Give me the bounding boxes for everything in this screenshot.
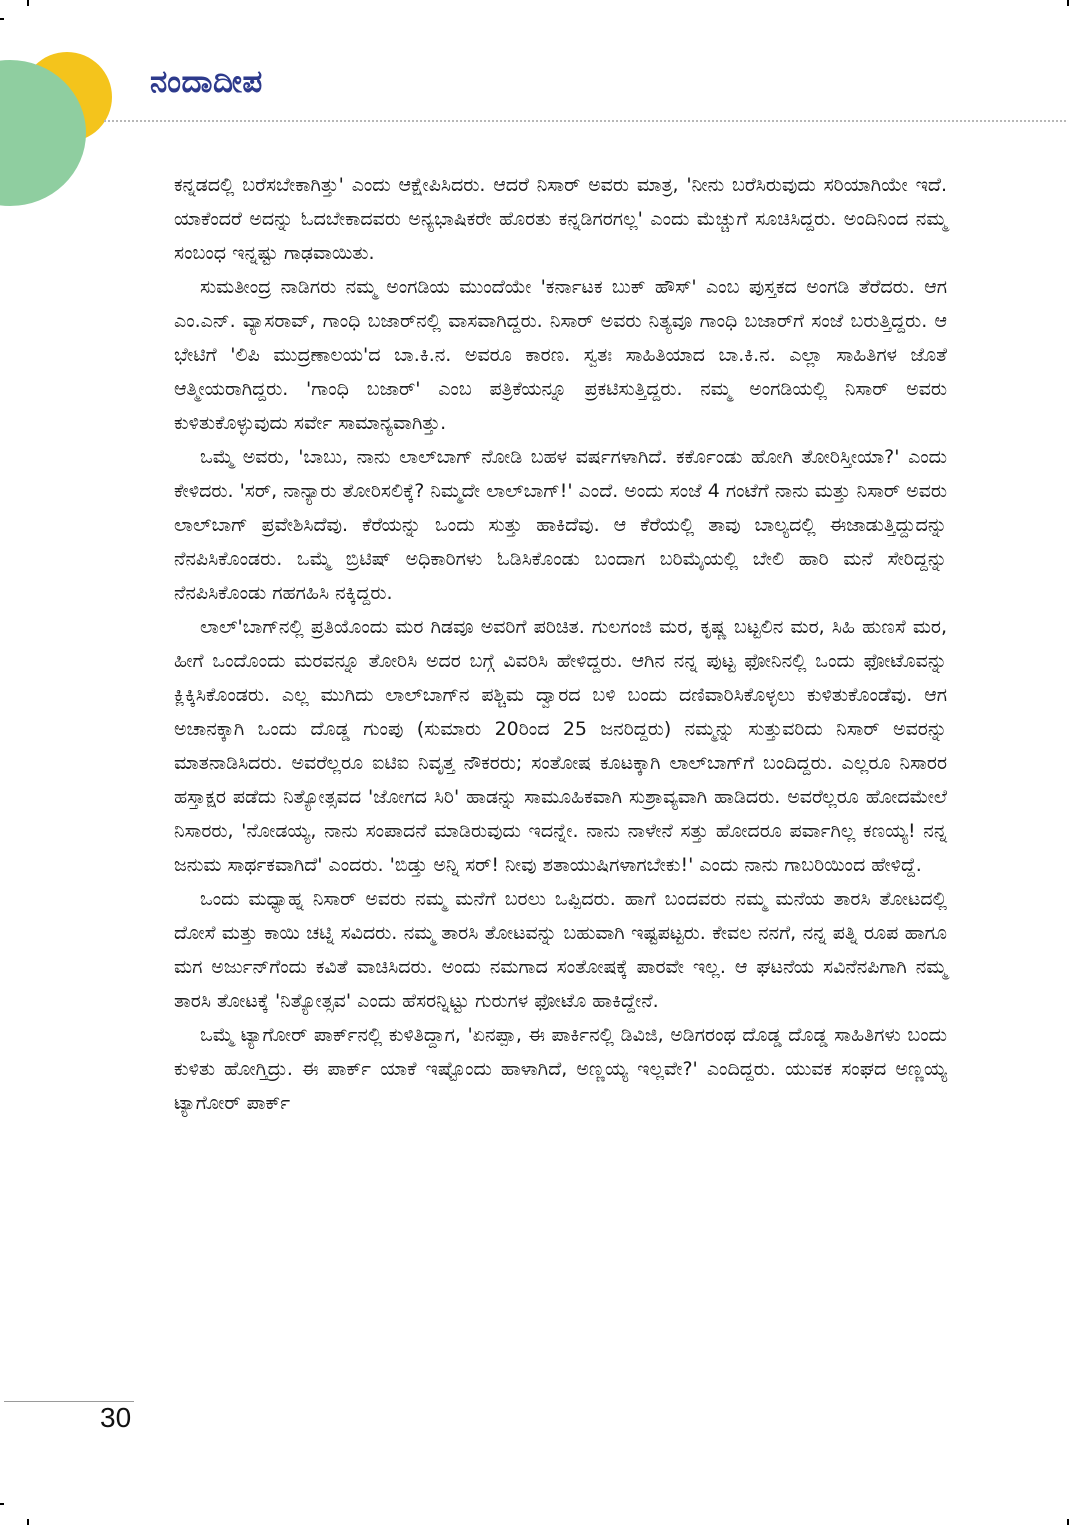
body-text <box>174 168 947 1120</box>
paragraph: ಲಾಲ್'ಬಾಗ್‌ನಲ್ಲಿ ಪ್ರತಿಯೊಂದು ಮರ ಗಿಡವೂ ಅವರಿಗೆ ಪರಿಚಿತ. ಗುಲಗಂಜಿ ಮರ, ಕೃಷ್ಣ ಬಟ್ಟಲಿನ ಮರ, ಸಿಹಿ ಹುಣಸೆ ಮರ, ಹೀಗೆ ಒಂದೊಂದು ಮರವನ್ನೂ ತೋರಿಸಿ ಅದರ ಬಗ್ಗೆ ವಿವರಿಸಿ ಹೇಳಿದ್ದರು. ಆಗಿನ ನನ್ನ ಪುಟ್ಟ ಫೋನಿನಲ್ಲಿ ಒಂದು ಫೋಟೊವನ್ನು ಕ್ಲಿಕ್ಕಿಸಿಕೊಂಡರು. ಎಲ್ಲ ಮುಗಿದು ಲಾಲ್‌ಬಾಗ್‌ನ ಪಶ್ಚಿಮ ದ್ವಾರದ ಬಳಿ ಬಂದು ದಣಿವಾರಿಸಿಕೊಳ್ಳಲು ಕುಳಿತುಕೊಂಡೆವು. ಆಗ ಅಚಾನಕ್ಕಾಗಿ ಒಂದು ದೊಡ್ಡ ಗುಂಪು (ಸುಮಾರು 20ರಿಂದ 25 ಜನರಿದ್ದರು) ನಮ್ಮನ್ನು ಸುತ್ತುವರಿದು ನಿಸಾರ್ ಅವರನ್ನು ಮಾತನಾಡಿಸಿದರು. ಅವರೆಲ್ಲರೂ ಐಟಿಐ ನಿವೃತ್ತ ನೌಕರರು; ಸಂತೋಷ ಕೂಟಕ್ಕಾಗಿ ಲಾಲ್‌ಬಾಗ್‌ಗೆ ಬಂದಿದ್ದರು. ಎಲ್ಲರೂ ನಿಸಾರರ ಹಸ್ತಾಕ್ಷರ ಪಡೆದು ನಿತ್ಯೋತ್ಸವದ 'ಜೋಗದ ಸಿರಿ' ಹಾಡನ್ನು ಸಾಮೂಹಿಕವಾಗಿ ಸುಶ್ರಾವ್ಯವಾಗಿ ಹಾಡಿದರು. ಅವರೆಲ್ಲರೂ ಹೋದಮೇಲೆ ನಿಸಾರರು, 'ನೋಡಯ್ಯ, ನಾನು ಸಂಪಾದನೆ ಮಾಡಿರುವುದು ಇದನ್ನೇ. ನಾನು ನಾಳೇನೆ ಸತ್ತು ಹೋದರೂ ಪರ್ವಾಗಿಲ್ಲ ಕಣಯ್ಯ! ನನ್ನ ಜನುಮ ಸಾರ್ಥಕವಾಗಿದೆ' ಎಂದರು. 'ಬಿಡ್ತು ಅನ್ನಿ ಸರ್! ನೀವು ಶತಾಯುಷಿಗಳಾಗಬೇಕು!' ಎಂದು ನಾನು ಗಾಬರಿಯಿಂದ ಹೇಳಿದ್ದೆ. <box>174 616 947 876</box>
header-dotted-rule <box>104 120 1066 122</box>
crop-mark <box>27 0 29 6</box>
crop-mark <box>0 18 4 20</box>
page-number: 30 <box>100 1402 132 1433</box>
paragraph: ಸುಮತೀಂದ್ರ ನಾಡಿಗರು ನಮ್ಮ ಅಂಗಡಿಯ ಮುಂದೆಯೇ 'ಕರ್ನಾಟಕ ಬುಕ್ ಹೌಸ್' ಎಂಬ ಪುಸ್ತಕದ ಅಂಗಡಿ ತೆರೆದರು. ಆಗ ಎಂ.ಎನ್. ವ್ಯಾಸರಾವ್, ಗಾಂಧಿ ಬಜಾರ್‌ನಲ್ಲಿ ವಾಸವಾಗಿದ್ದರು. ನಿಸಾರ್ ಅವರು ನಿತ್ಯವೂ ಗಾಂಧಿ ಬಜಾರ್‌ಗೆ ಸಂಜೆ ಬರುತ್ತಿದ್ದರು. ಆ ಭೇಟಿಗೆ 'ಲಿಪಿ ಮುದ್ರಣಾಲಯ'ದ ಬಾ.ಕಿ.ನ. ಅವರೂ ಕಾರಣ. ಸ್ವತಃ ಸಾಹಿತಿಯಾದ ಬಾ.ಕಿ.ನ. ಎಲ್ಲಾ ಸಾಹಿತಿಗಳ ಜೊತೆ ಆತ್ಮೀಯರಾಗಿದ್ದರು. 'ಗಾಂಧಿ ಬಜಾರ್' ಎಂಬ ಪತ್ರಿಕೆಯನ್ನೂ ಪ್ರಕಟಿಸುತ್ತಿದ್ದರು. ನಮ್ಮ ಅಂಗಡಿಯಲ್ಲಿ ನಿಸಾರ್ ಅವರು ಕುಳಿತುಕೊಳ್ಳುವುದು ಸರ್ವೇ ಸಾಮಾನ್ಯವಾಗಿತ್ತು. <box>174 276 947 434</box>
crop-mark <box>1067 0 1069 6</box>
paragraph: ಒಮ್ಮೆ ಅವರು, 'ಬಾಬು, ನಾನು ಲಾಲ್‌ಬಾಗ್ ನೋಡಿ ಬಹಳ ವರ್ಷಗಳಾಗಿದೆ. ಕರ್ಕೊಂಡು ಹೋಗಿ ತೋರಿಸ್ತೀಯಾ?' ಎಂದು ಕೇಳಿದರು. 'ಸರ್, ನಾನ್ಯಾರು ತೋರಿಸಲಿಕ್ಕೆ? ನಿಮ್ಮದೇ ಲಾಲ್‌ಬಾಗ್!' ಎಂದೆ. ಅಂದು ಸಂಜೆ 4 ಗಂಟೆಗೆ ನಾನು ಮತ್ತು ನಿಸಾರ್ ಅವರು ಲಾಲ್‌ಬಾಗ್ ಪ್ರವೇಶಿಸಿದೆವು. ಕೆರೆಯನ್ನು ಒಂದು ಸುತ್ತು ಹಾಕಿದೆವು. ಆ ಕೆರೆಯಲ್ಲಿ ತಾವು ಬಾಲ್ಯದಲ್ಲಿ ಈಜಾಡುತ್ತಿದ್ದುದನ್ನು ನೆನಪಿಸಿಕೊಂಡರು. ಒಮ್ಮೆ ಬ್ರಿಟಿಷ್ ಅಧಿಕಾರಿಗಳು ಓಡಿಸಿಕೊಂಡು ಬಂದಾಗ ಬರಿಮೈಯಲ್ಲಿ ಬೇಲಿ ಹಾರಿ ಮನೆ ಸೇರಿದ್ದನ್ನು ನೆನಪಿಸಿಕೊಂಡು ಗಹಗಹಿಸಿ ನಕ್ಕಿದ್ದರು. <box>174 446 947 604</box>
paragraph: ಒಮ್ಮೆ ಟ್ಯಾಗೋರ್ ಪಾರ್ಕ್‌ನಲ್ಲಿ ಕುಳಿತಿದ್ದಾಗ, 'ಏನಪ್ಪಾ, ಈ ಪಾರ್ಕಿನಲ್ಲಿ ಡಿವಿಜಿ, ಅಡಿಗರಂಥ ದೊಡ್ಡ ದೊಡ್ಡ ಸಾಹಿತಿಗಳು ಬಂದು ಕುಳಿತು ಹೋಗ್ತಿದ್ರು. ಈ ಪಾರ್ಕ್ ಯಾಕೆ ಇಷ್ಟೊಂದು ಹಾಳಾಗಿದೆ, ಅಣ್ಣಯ್ಯ ಇಲ್ಲವೇ?' ಎಂದಿದ್ದರು. ಯುವಕ ಸಂಘದ ಅಣ್ಣಯ್ಯ ಟ್ಯಾಗೋರ್ ಪಾರ್ಕ್ <box>174 1024 947 1114</box>
paragraph: ಕನ್ನಡದಲ್ಲಿ ಬರೆಸಬೇಕಾಗಿತ್ತು' ಎಂದು ಆಕ್ಷೇಪಿಸಿದರು. ಆದರೆ ನಿಸಾರ್ ಅವರು ಮಾತ್ರ, 'ನೀನು ಬರೆಸಿರುವುದು ಸರಿಯಾಗಿಯೇ ಇದೆ. ಯಾಕೆಂದರೆ ಅದನ್ನು ಓದಬೇಕಾದವರು ಅನ್ಯಭಾಷಿಕರೇ ಹೊರತು ಕನ್ನಡಿಗರಗಲ್ಲ' ಎಂದು ಮೆಚ್ಚುಗೆ ಸೂಚಿಸಿದ್ದರು. ಅಂದಿನಿಂದ ನಮ್ಮ ಸಂಬಂಧ ಇನ್ನಷ್ಟು ಗಾಢವಾಯಿತು. <box>174 174 947 264</box>
running-header-title: ನಂದಾದೀಪ <box>150 64 263 100</box>
crop-mark <box>27 1519 29 1525</box>
crop-mark <box>1067 1519 1069 1525</box>
crop-mark <box>0 1503 4 1505</box>
paragraph: ಒಂದು ಮಧ್ಯಾಹ್ನ ನಿಸಾರ್ ಅವರು ನಮ್ಮ ಮನೆಗೆ ಬರಲು ಒಪ್ಪಿದರು. ಹಾಗೆ ಬಂದವರು ನಮ್ಮ ಮನೆಯ ತಾರಸಿ ತೋಟದಲ್ಲಿ ದೋಸೆ ಮತ್ತು ಕಾಯಿ ಚಟ್ನಿ ಸವಿದರು. ನಮ್ಮ ತಾರಸಿ ತೋಟವನ್ನು ಬಹುವಾಗಿ ಇಷ್ಟಪಟ್ಟರು. ಕೇವಲ ನನಗೆ, ನನ್ನ ಪತ್ನಿ ರೂಪ ಹಾಗೂ ಮಗ ಅರ್ಜುನ್‌ಗೆಂದು ಕವಿತೆ ವಾಚಿಸಿದರು. ಅಂದು ನಮಗಾದ ಸಂತೋಷಕ್ಕೆ ಪಾರವೇ ಇಲ್ಲ. ಆ ಘಟನೆಯ ಸವಿನೆನಪಿಗಾಗಿ ನಮ್ಮ ತಾರಸಿ ತೋಟಕ್ಕೆ 'ನಿತ್ಯೋತ್ಸವ' ಎಂದು ಹೆಸರನ್ನಿಟ್ಟು ಗುರುಗಳ ಫೋಟೊ ಹಾಕಿದ್ದೇನೆ. <box>174 888 947 1012</box>
